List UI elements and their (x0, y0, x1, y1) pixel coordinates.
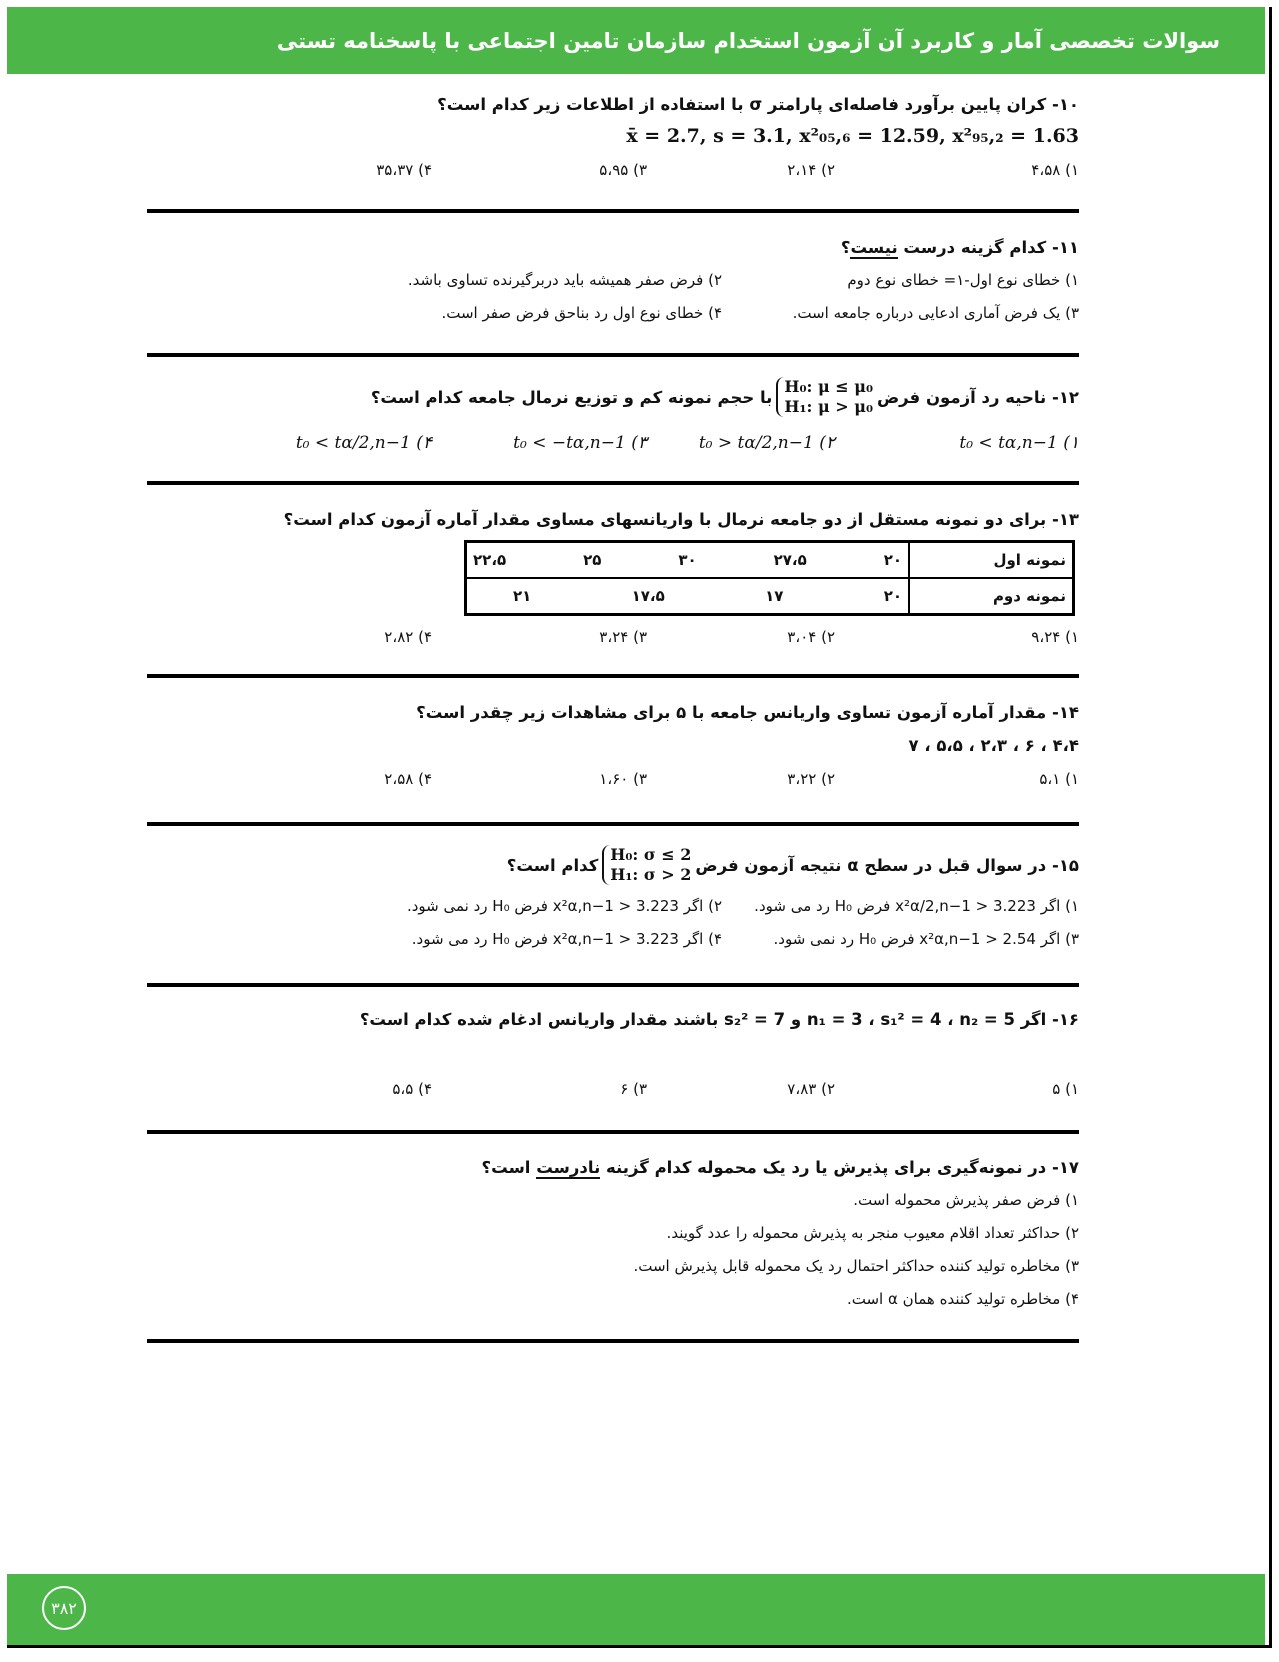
question-14-data: ۴،۴ ، ۶ ، ۲،۳ ، ۵،۵ ، ۷ (908, 736, 1079, 755)
question-15-options-row-1 (147, 897, 1079, 921)
option-1[interactable]: ۱) ۵،۱ (1039, 770, 1079, 788)
question-11-title (841, 238, 1079, 257)
page-number: ۳۸۲ (42, 1586, 86, 1630)
option-3[interactable]: ۳) اگر 2.54 < x²α,n−1 فرض H₀ رد نمی شود. (773, 930, 1079, 948)
question-13-options (147, 628, 1079, 652)
separator (147, 209, 1079, 213)
hypothesis-system (776, 377, 873, 417)
null-hypothesis: H₀: σ ≤ 2 (610, 845, 692, 864)
row-values (466, 542, 910, 579)
header-bar (7, 7, 1265, 74)
option-4[interactable]: ۴) ۳۵،۳۷ (376, 161, 432, 179)
footer-bar (7, 1574, 1265, 1645)
question-11-title-underlined: نیست (850, 238, 898, 257)
table-row (466, 542, 1074, 579)
question-13-title: ۱۳- برای دو نمونه مستقل از دو جامعه نرمال با واریانسهای مساوی مقدار آماره آزمون کدام است؟ (283, 510, 1079, 529)
exam-page (7, 7, 1272, 1648)
question-12-title-end: با حجم نمونه کم و توزیع نرمال جامعه کدام است؟ (370, 387, 773, 407)
question-10-options (147, 161, 1079, 185)
question-15-title-text: ۱۵- در سوال قبل در سطح α نتیجه آزمون فرض (695, 855, 1079, 875)
cell: ۲۰ (883, 587, 902, 605)
cell: ۲۷،۵ (773, 551, 807, 569)
question-17-title (482, 1158, 1079, 1177)
samples-table (464, 540, 1075, 616)
question-12-title (371, 377, 1079, 417)
option-2[interactable]: ۲) حداکثر تعداد اقلام معیوب منجر به پذیرش محموله را عدد گویند. (666, 1224, 1079, 1242)
option-1[interactable]: ۱) اگر 3.223 < x²α/2,n−1 فرض H₀ رد می شود. (754, 897, 1079, 915)
separator (147, 983, 1079, 987)
row-values (466, 578, 910, 615)
row-label: نمونه دوم (909, 578, 1074, 615)
option-3[interactable]: ۳) ۱،۶۰ (599, 770, 647, 788)
separator (147, 674, 1079, 678)
option-2[interactable]: ۲) ۳،۲۲ (787, 770, 835, 788)
option-4[interactable]: ۴) اگر 3.223 < x²α,n−1 فرض H₀ رد می شود. (411, 930, 722, 948)
cell: ۲۱ (513, 587, 532, 605)
option-1[interactable]: ۱) ۴،۵۸ (1031, 161, 1079, 179)
question-11-options-row-2 (147, 304, 1079, 328)
question-14-title: ۱۴- مقدار آماره آزمون تساوی واریانس جامعه با ۵ برای مشاهدات زیر چقدر است؟ (416, 703, 1079, 722)
question-14-options (147, 770, 1079, 794)
header-title: سوالات تخصصی آمار و کاربرد آن آزمون استخدام سازمان تامین اجتماعی با پاسخنامه تستی (276, 28, 1220, 53)
question-17-option-row (147, 1290, 1079, 1314)
option-4[interactable]: ۴) مخاطره تولید کننده همان α است. (846, 1290, 1079, 1308)
question-11-title-end: ؟ (840, 238, 851, 257)
option-3[interactable]: ۳) ۳،۲۴ (599, 628, 647, 646)
cell: ۲۲،۵ (473, 551, 507, 569)
separator (147, 353, 1079, 357)
separator (147, 481, 1079, 485)
alternative-hypothesis: H₁: μ > μ₀ (784, 397, 873, 416)
option-1[interactable]: ۱) t₀ < tα,n−1 (959, 433, 1079, 453)
question-17-title-end: است؟ (481, 1158, 537, 1177)
option-1[interactable]: ۱) فرض صفر پذیرش محموله است. (853, 1191, 1079, 1209)
option-2[interactable]: ۲) ۳،۰۴ (787, 628, 835, 646)
question-17-option-row (147, 1191, 1079, 1215)
option-1[interactable]: ۱) خطای نوع اول-۱= خطای نوع دوم (847, 271, 1079, 289)
option-2[interactable]: ۲) ۷،۸۳ (787, 1080, 835, 1098)
question-15-title-end: کدام است؟ (506, 855, 599, 875)
option-4[interactable]: ۴) ۲،۸۲ (384, 628, 432, 646)
cell: ۱۷،۵ (631, 587, 665, 605)
question-10-formula: x̄ = 2.7, s = 3.1, x²₀₅,₆ = 12.59, x²₉₅,₂ = 1.63 (626, 125, 1079, 147)
option-4[interactable]: ۴) ۵،۵ (392, 1080, 432, 1098)
option-1[interactable]: ۱) ۹،۲۴ (1031, 628, 1079, 646)
question-15-title (507, 845, 1079, 885)
hypothesis-system (602, 845, 691, 885)
option-3[interactable]: ۳) ۵،۹۵ (599, 161, 647, 179)
question-11-title-text: ۱۱- کدام گزینه درست (897, 238, 1079, 257)
question-11-options-row-1 (147, 271, 1079, 295)
option-4[interactable]: ۴) t₀ < tα/2,n−1 (295, 433, 432, 453)
separator (147, 822, 1079, 826)
cell: ۲۰ (883, 551, 902, 569)
alternative-hypothesis: H₁: σ > 2 (610, 865, 692, 884)
question-17-option-row (147, 1257, 1079, 1281)
question-16-title: ۱۶- اگر n₁ = 3 ، s₁² = 4 ، n₂ = 5 و s₂² = 7 باشند مقدار واریانس ادغام شده کدام است؟ (359, 1010, 1079, 1029)
question-10-title: ۱۰- کران پایین برآورد فاصله‌ای پارامتر σ با استفاده از اطلاعات زیر کدام است؟ (437, 95, 1079, 114)
option-2[interactable]: ۲) t₀ > tα/2,n−1 (698, 433, 835, 453)
question-17-title-text: ۱۷- در نمونه‌گیری برای پذیرش یا رد یک محموله کدام گزینه (600, 1158, 1079, 1177)
cell: ۲۵ (583, 551, 602, 569)
question-12-options (147, 433, 1079, 457)
option-2[interactable]: ۲) اگر 3.223 < x²α,n−1 فرض H₀ رد نمی شود. (406, 897, 722, 915)
option-3[interactable]: ۳) t₀ < −tα,n−1 (513, 433, 647, 453)
null-hypothesis: H₀: μ ≤ μ₀ (784, 377, 873, 396)
question-12-title-text: ۱۲- ناحیه رد آزمون فرض (876, 387, 1079, 407)
row-label: نمونه اول (909, 542, 1074, 579)
question-16-options (147, 1080, 1079, 1104)
option-1[interactable]: ۱) ۵ (1052, 1080, 1079, 1098)
option-2[interactable]: ۲) ۲،۱۴ (787, 161, 835, 179)
cell: ۳۰ (678, 551, 697, 569)
question-15-options-row-2 (147, 930, 1079, 954)
cell: ۱۷ (765, 587, 784, 605)
table-row (466, 578, 1074, 615)
question-17-option-row (147, 1224, 1079, 1248)
option-3[interactable]: ۳) ۶ (620, 1080, 647, 1098)
option-4[interactable]: ۴) ۲،۵۸ (384, 770, 432, 788)
option-3[interactable]: ۳) یک فرض آماری ادعایی درباره جامعه است. (792, 304, 1079, 322)
separator (147, 1130, 1079, 1134)
option-3[interactable]: ۳) مخاطره تولید کننده حداکثر احتمال رد یک محموله قابل پذیرش است. (633, 1257, 1079, 1275)
blank-box (277, 845, 530, 879)
option-4[interactable]: ۴) خطای نوع اول رد بناحق فرض صفر است. (441, 304, 722, 322)
option-2[interactable]: ۲) فرض صفر همیشه باید دربرگیرنده تساوی باشد. (407, 271, 722, 289)
question-17-title-underlined: نادرست (536, 1158, 601, 1177)
separator (147, 1339, 1079, 1343)
